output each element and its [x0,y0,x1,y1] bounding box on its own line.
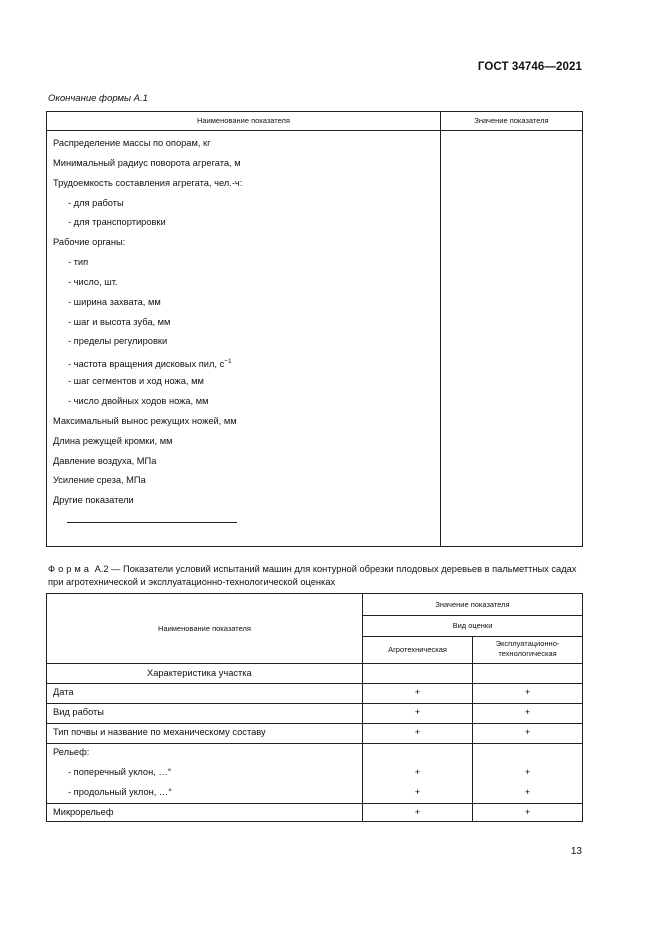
indicator-row [53,253,242,273]
indicator-row [53,293,242,313]
column-header-agro: Агротехническая [388,645,447,654]
row-divider [47,683,582,684]
agro-mark: + [414,687,421,697]
row-divider [47,703,582,704]
form-title: — Показатели условий испытаний машин для контурной обрезки плодовых деревьев в пальметтных садах при агротехнической и эксплуатационно-технологической оценках [48,564,577,587]
column-header-expl [473,639,582,659]
indicator-row [53,194,242,214]
expl-mark: + [524,687,531,697]
agro-mark: + [414,727,421,737]
page-number: 13 [570,846,582,857]
agro-mark: + [414,787,421,797]
blank-entry-line [67,522,237,523]
form-a2-caption [48,563,588,588]
row-divider [47,803,582,804]
agro-mark: + [414,707,421,717]
column-header-expl-line2: технологическая [498,649,557,658]
form-label: Форма [48,564,92,574]
indicator-row [53,372,242,392]
expl-mark: + [524,707,531,717]
indicator-list [53,134,242,511]
column-header-assessment: Вид оценки [452,621,493,630]
unit-exponent: −1 [224,358,232,366]
column-divider [440,112,441,546]
indicator-label: Минимальный радиус поворота агрегата, м [53,157,241,168]
indicator-row [53,313,242,333]
indicator-label: Дата [53,687,74,697]
expl-mark: + [524,727,531,737]
indicator-row [53,352,242,372]
header-divider [362,615,582,616]
column-header-name: Наименование показателя [197,116,290,125]
column-header-value: Значение показателя [435,600,510,609]
form-number: А.2 [94,564,109,574]
row-divider [47,743,582,744]
indicator-row [53,233,242,253]
form-a1-table [46,111,583,547]
expl-mark: + [524,787,531,797]
indicator-label: Распределение массы по опорам, кг [53,138,211,148]
indicator-label: - шаг сегментов и ход ножа, мм [68,376,204,387]
expl-mark: + [524,807,531,817]
column-header-value: Значение показателя [474,116,549,125]
indicator-row [53,432,242,452]
header-divider [47,663,582,664]
indicator-label: - шаг и высота зуба, мм [68,316,171,327]
form-a2-table [46,593,583,822]
indicator-row [53,452,242,472]
indicator-label: Вид работы [53,707,104,717]
indicator-row [53,392,242,412]
column-header-name: Наименование показателя [158,624,251,633]
indicator-label: - число, шт. [68,276,118,287]
row-divider [47,723,582,724]
section-title: Характеристика участка [147,668,252,678]
indicator-label: Максимальный вынос режущих ножей, мм [53,415,237,426]
header-divider [362,636,582,637]
indicator-row [53,491,242,511]
indicator-row [53,174,242,194]
indicator-label: Давление воздуха, МПа [53,455,157,466]
column-header-expl-line1: Эксплуатационно- [495,639,560,648]
indicator-row [53,134,242,154]
header-divider [47,130,582,131]
indicator-label: - тип [68,257,89,268]
indicator-row [53,412,242,432]
indicator-label: - частота вращения дисковых пил, с [68,359,225,370]
document-code: ГОСТ 34746—2021 [477,61,582,73]
expl-mark: + [524,767,531,777]
indicator-row [53,471,242,491]
indicator-label: Рабочие органы: [53,237,126,248]
indicator-label: - число двойных ходов ножа, мм [68,395,209,406]
indicator-row [53,213,242,233]
indicator-label: - поперечный уклон, …° [68,767,172,777]
indicator-label: Тип почвы и название по механическому составу [53,727,266,737]
indicator-label: Другие показатели [53,495,134,506]
agro-mark: + [414,767,421,777]
indicator-label: - пределы регулировки [68,336,168,347]
indicator-label: Рельеф: [53,747,90,757]
indicator-label: Трудоемкость составления агрегата, чел.-ч: [53,177,243,188]
indicator-label: - для транспортировки [68,217,166,228]
indicator-label: - продольный уклон, …° [68,787,172,797]
indicator-row [53,154,242,174]
indicator-row [53,273,242,293]
indicator-label: - для работы [68,197,124,208]
indicator-label: Усиление среза, МПа [53,475,146,486]
indicator-label: - ширина захвата, мм [68,296,161,307]
indicator-label: Микрорельеф [53,807,114,817]
indicator-label: Длина режущей кромки, мм [53,435,173,446]
indicator-row [53,332,242,352]
form-a1-caption: Окончание формы А.1 [48,93,148,104]
agro-mark: + [414,807,421,817]
